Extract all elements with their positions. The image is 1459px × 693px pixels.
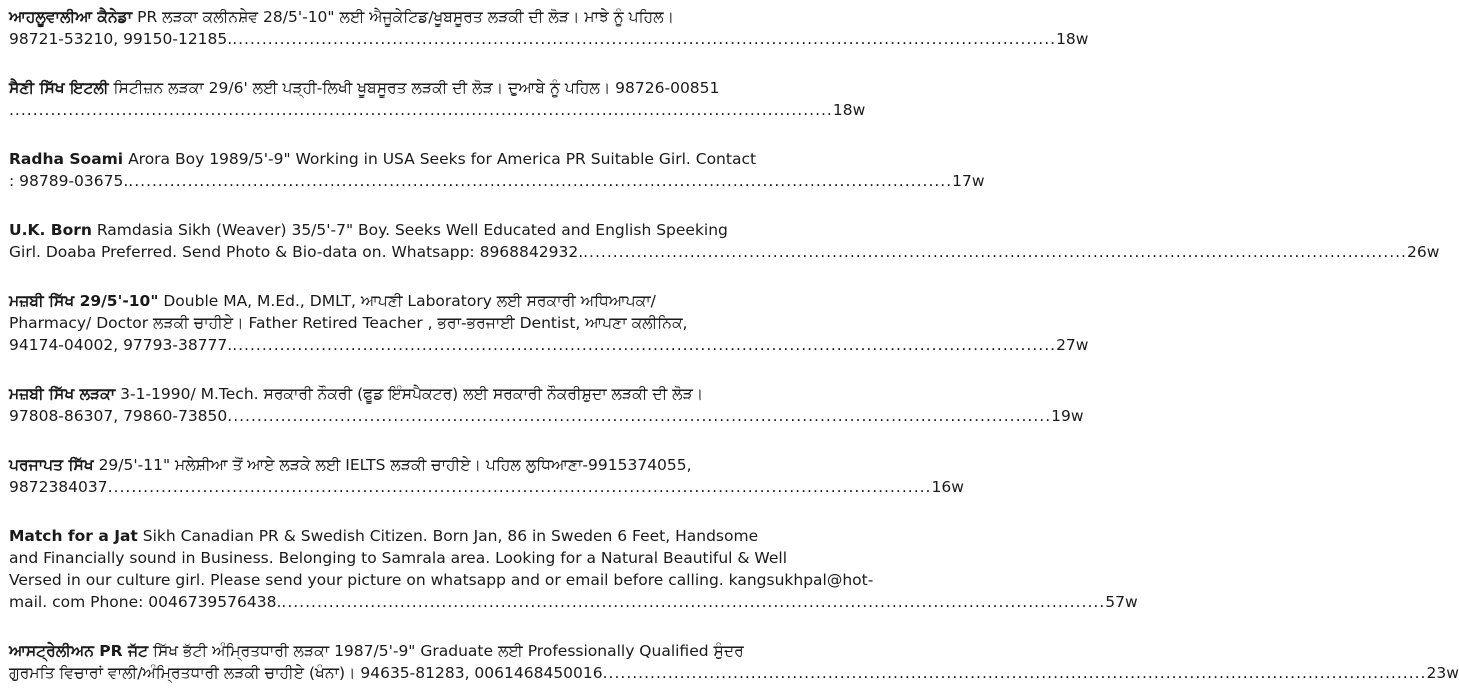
ad-word-count: 57w (1105, 593, 1138, 611)
ad-contact-line (9, 476, 964, 498)
ad-contact-line (9, 591, 1138, 613)
ad-text: Versed in our culture girl. Please send your picture on whatsapp and or email before calling. kangsukhpal@hot- (9, 571, 874, 589)
ad-contact: Girl. Doaba Preferred. Send Photo & Bio-data on. Whatsapp: 8968842932. (9, 243, 584, 261)
leader-dots: ........................................................................................................................................... (9, 101, 833, 119)
ad-heading: Match for a Jat (9, 527, 138, 545)
ad-text: Sikh Canadian PR & Swedish Citizen. Born Jan, 86 in Sweden 6 Feet, Handsome (142, 527, 759, 545)
ad-word-count: 26w (1406, 243, 1440, 261)
ad-word-count: 17w (952, 172, 985, 190)
matrimonial-ad (9, 290, 1089, 356)
ad-line (9, 525, 842, 547)
ad-word-count: 16w (931, 478, 964, 496)
leader-dots: ........................................................................................................................................... (128, 172, 953, 190)
ad-line (9, 569, 874, 591)
ad-contact-line (9, 28, 1089, 50)
ad-text: ਸਿੱਖ ਭੱਟੀ ਅੰਮ੍ਰਿਤਧਾਰੀ ਲੜਕਾ 1987/5'-9" Graduate ਲਈ Professionally Qualified ਸੁੰਦਰ (152, 642, 744, 660)
leader-dots: ........................................................................................................................................... (583, 243, 1407, 261)
ad-text: PR ਲੜਕਾ ਕਲੀਨਸ਼ੇਵ 28/5'-10" ਲਈ ਐਜੂਕੇਟਿਡ/ਖੂਬਸੂਰਤ ਲੜਕੀ ਦੀ ਲੋੜ। ਮਾਝੇ ਨੂੰ ਪਹਿਲ। (137, 8, 675, 26)
ad-line (9, 77, 842, 99)
leader-dots: ........................................................................................................................................... (281, 593, 1106, 611)
ad-line (9, 454, 842, 476)
leader-dots: ........................................................................................................................................... (232, 30, 1057, 48)
ad-text: ਸਿਟੀਜ਼ਨ ਲੜਕਾ 29/6' ਲਈ ਪੜ੍ਹੀ-ਲਿਖੀ ਖੂਬਸੂਰਤ ਲੜਕੀ ਦੀ ਲੋੜ। ਦੁਆਬੇ ਨੂੰ ਪਹਿਲ। 98726-00851 (113, 79, 720, 97)
ad-contact-line (9, 170, 985, 192)
matrimonial-ad (9, 219, 1440, 263)
matrimonial-ad (9, 77, 866, 121)
ad-word-count: 19w (1051, 407, 1084, 425)
ad-word-count: 18w (832, 101, 866, 119)
ad-line (9, 6, 842, 28)
ad-line (9, 383, 842, 405)
ad-text: 29/5'-11" ਮਲੇਸ਼ੀਆ ਤੋਂ ਆਏ ਲੜਕੇ ਲਈ IELTS ਲੜਕੀ ਚਾਹੀਏ। ਪਹਿਲ ਲੁਧਿਆਣਾ-9915374055, (98, 456, 692, 474)
ad-contact: 94174-04002, 97793-38777. (9, 336, 233, 354)
leader-dots: ........................................................................................................................................... (227, 407, 1052, 425)
matrimonial-ad (9, 640, 1459, 684)
ad-word-count: 27w (1056, 336, 1089, 354)
ad-text: Double MA, M.Ed., DMLT, ਆਪਣੀ Laboratory ਲਈ ਸਰਕਾਰੀ ਅਧਿਆਪਕਾ/ (163, 292, 656, 310)
ad-heading: ਆਸਟ੍ਰੇਲੀਅਨ PR ਜੱਟ (9, 642, 149, 660)
ad-line (9, 290, 842, 312)
ad-contact: 97808-86307, 79860-73850 (9, 407, 228, 425)
ad-heading: U.K. Born (9, 221, 92, 239)
ad-heading: ਮਜ਼ਬੀ ਸਿੱਖ 29/5'-10" (9, 292, 159, 310)
ad-text: Ramdasia Sikh (Weaver) 35/5'-7" Boy. Seeks Well Educated and English Speeking (96, 221, 728, 239)
ad-text: and Financially sound in Business. Belonging to Samrala area. Looking for a Natural Beautiful & Well (9, 549, 787, 567)
ad-line (9, 219, 842, 241)
matrimonial-ad (9, 454, 964, 498)
leader-dots: ........................................................................................................................................... (107, 478, 932, 496)
leader-dots: ........................................................................................................................................... (232, 336, 1057, 354)
ad-contact: ਗੁਰਮਤਿ ਵਿਚਾਰਾਂ ਵਾਲੀ/ਅੰਮ੍ਰਿਤਧਾਰੀ ਲੜਕੀ ਚਾਹੀਏ (ਖੰਨਾ)। 94635-81283, 0061468450016 (9, 664, 603, 682)
matrimonial-ad (9, 148, 985, 192)
ad-text: Pharmacy/ Doctor ਲੜਕੀ ਚਾਹੀਏ। Father Retired Teacher , ਭਰਾ-ਭਰਜਾਈ Dentist, ਆਪਣਾ ਕਲੀਨਿਕ, (9, 314, 688, 332)
ad-contact-line (9, 334, 1089, 356)
matrimonial-ad (9, 525, 1138, 613)
ad-contact: mail. com Phone: 0046739576438. (9, 593, 282, 611)
ad-contact-line (9, 662, 1459, 684)
ad-contact: 9872384037 (9, 478, 108, 496)
ad-heading: ਮਜ਼ਬੀ ਸਿੱਖ ਲੜਕਾ (9, 385, 116, 403)
ad-contact: 98721-53210, 99150-12185. (9, 30, 233, 48)
ad-line (9, 312, 842, 334)
matrimonial-ad (9, 383, 1084, 427)
ad-heading: ਸੈਣੀ ਸਿੱਖ ਇਟਲੀ (9, 79, 109, 97)
ad-line (9, 640, 842, 662)
ad-heading: ਆਹਲੂਵਾਲੀਆ ਕੈਨੇਡਾ (9, 8, 133, 26)
ad-contact-line (9, 241, 1440, 263)
ad-line (9, 547, 842, 569)
ad-word-count: 18w (1056, 30, 1089, 48)
ad-line (9, 148, 842, 170)
ad-heading: ਪਰਜਾਪਤ ਸਿੱਖ (9, 456, 94, 474)
ad-contact: : 98789-03675. (9, 172, 129, 190)
ad-contact-line (9, 99, 866, 121)
ad-text: 3-1-1990/ M.Tech. ਸਰਕਾਰੀ ਨੌਕਰੀ (ਫੂਡ ਇੰਸਪੈਕਟਰ) ਲਈ ਸਰਕਾਰੀ ਨੌਕਰੀਸ਼ੁਦਾ ਲੜਕੀ ਦੀ ਲੋੜ। (120, 385, 704, 403)
leader-dots: ........................................................................................................................................... (602, 664, 1427, 682)
ad-heading: Radha Soami (9, 150, 124, 168)
ad-text: Arora Boy 1989/5'-9" Working in USA Seeks for America PR Suitable Girl. Contact (128, 150, 757, 168)
matrimonial-ad (9, 6, 1089, 50)
ad-word-count: 23w (1426, 664, 1459, 682)
ad-contact-line (9, 405, 1084, 427)
